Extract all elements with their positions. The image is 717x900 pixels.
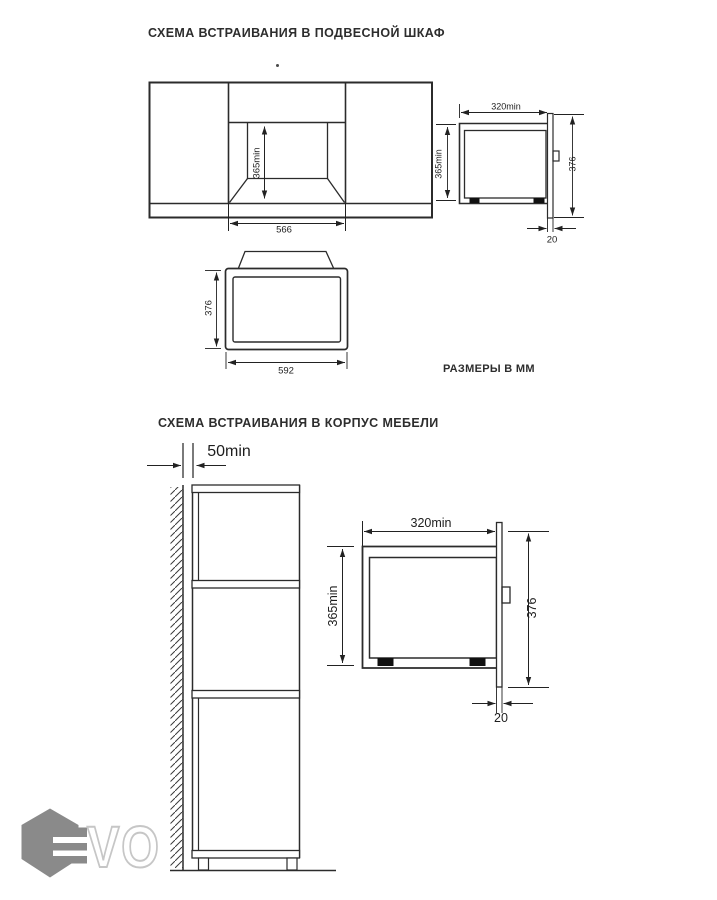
units-note: РАЗМЕРЫ В ММ (443, 363, 535, 375)
niche-back-wall (230, 123, 345, 203)
dim-wall-clearance: 50min (207, 443, 251, 460)
dim-front-overhang-side-view: 20 (546, 234, 558, 246)
hanging-cabinet-front-view (150, 83, 433, 232)
hanging-cabinet-side-view (433, 101, 584, 232)
dim-niche-height-front-view: 365min (251, 147, 263, 179)
appliance-feet (378, 658, 486, 666)
evo-logo (22, 809, 161, 880)
stray-dot (276, 64, 279, 67)
dim-front-height-furniture: 376 (524, 597, 539, 619)
dim-front-overhang-furniture: 20 (494, 710, 508, 725)
door-handle (502, 587, 510, 603)
section-title-furniture-body: СХЕМА ВСТРАИВАНИЯ В КОРПУС МЕБЕЛИ (158, 416, 439, 430)
dim-niche-depth-side-view: 320min (491, 101, 521, 112)
cabinet-foot (287, 858, 297, 870)
appliance-feet (470, 198, 545, 203)
dim-appliance-width: 592 (278, 365, 294, 377)
section-title-hanging-cabinet: СХЕМА ВСТРАИВАНИЯ В ПОДВЕСНОЙ ШКАФ (148, 26, 445, 40)
dim-front-height-side-view: 376 (567, 156, 578, 172)
dim-niche-width: 566 (276, 224, 292, 236)
dim-niche-height-furniture: 365min (325, 585, 340, 627)
front-panel (548, 114, 554, 219)
cabinet-body (192, 485, 300, 870)
dim-appliance-height: 376 (203, 300, 215, 316)
appliance-front-view (205, 252, 348, 370)
door-handle (553, 151, 559, 161)
wall (171, 485, 184, 871)
front-panel (497, 523, 503, 688)
furniture-side-view (327, 521, 549, 713)
dim-niche-height-side-view: 365min (433, 149, 444, 179)
logo-e-bars (54, 828, 87, 864)
furniture-column-view (147, 443, 336, 871)
cabinet-foot (199, 858, 209, 870)
dimension-lines (327, 521, 549, 713)
logo-letters: VO (87, 816, 161, 880)
appliance-body-top (239, 252, 334, 269)
dim-niche-depth-furniture: 320min (410, 515, 452, 530)
